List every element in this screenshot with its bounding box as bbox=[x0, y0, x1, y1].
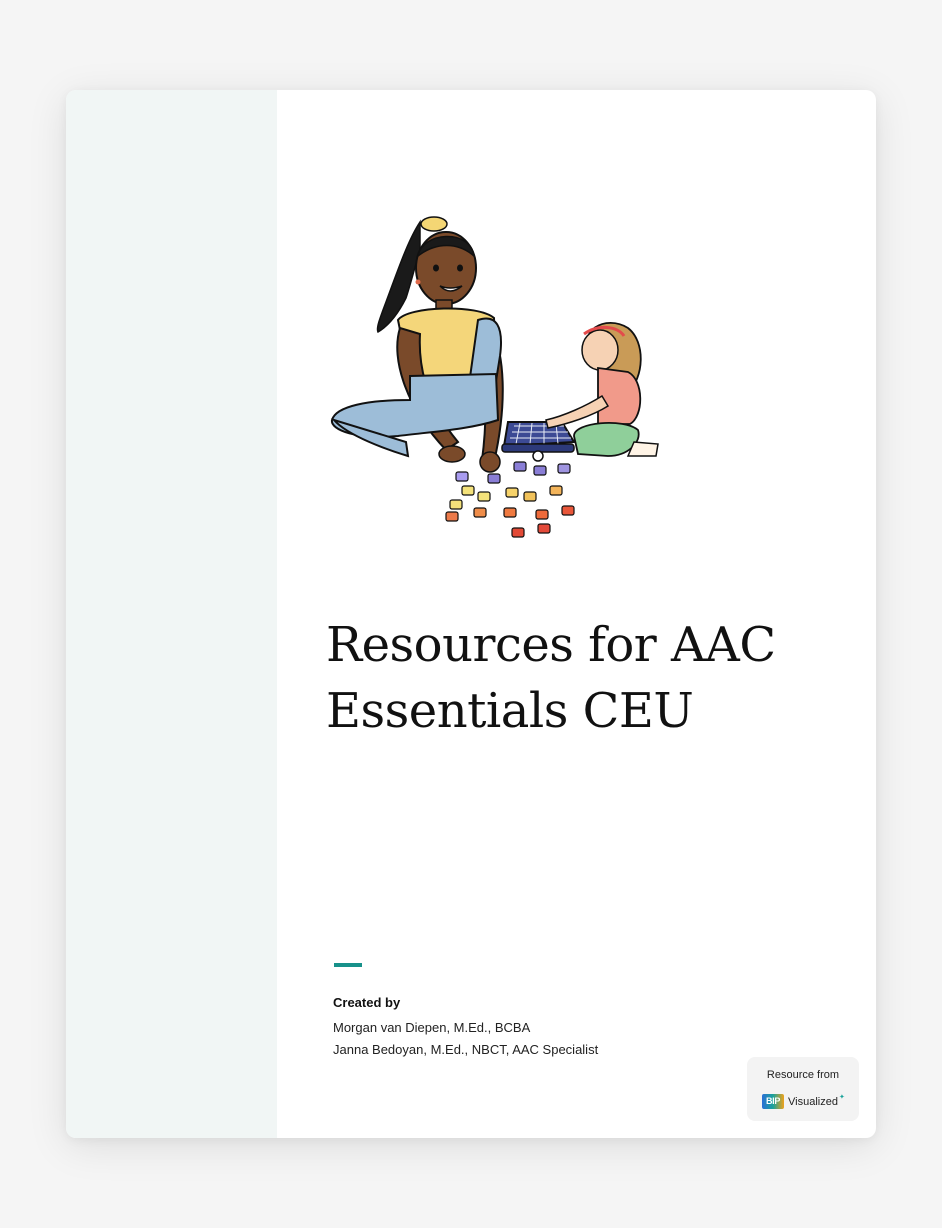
bip-logo-icon: BIP bbox=[762, 1094, 784, 1109]
bip-visualized-logo bbox=[762, 1094, 845, 1109]
sidebar-panel bbox=[66, 90, 277, 1138]
author-name: Janna Bedoyan, M.Ed., NBCT, AAC Specialist bbox=[333, 1042, 599, 1057]
sparkle-icon: ✦ bbox=[838, 1093, 845, 1101]
logo-text: Visualized bbox=[788, 1095, 838, 1108]
accent-divider bbox=[334, 963, 362, 967]
page-title bbox=[326, 612, 846, 744]
resource-badge[interactable] bbox=[747, 1057, 859, 1121]
title-line-1: Resources for AAC bbox=[326, 617, 776, 673]
author-name: Morgan van Diepen, M.Ed., BCBA bbox=[333, 1020, 531, 1035]
title-line-2: Essentials CEU bbox=[326, 683, 694, 739]
woman-and-child-puzzle-illustration bbox=[328, 210, 668, 555]
badge-label: Resource from bbox=[766, 1069, 840, 1081]
document-page bbox=[66, 90, 876, 1138]
created-by-label: Created by bbox=[333, 995, 401, 1010]
